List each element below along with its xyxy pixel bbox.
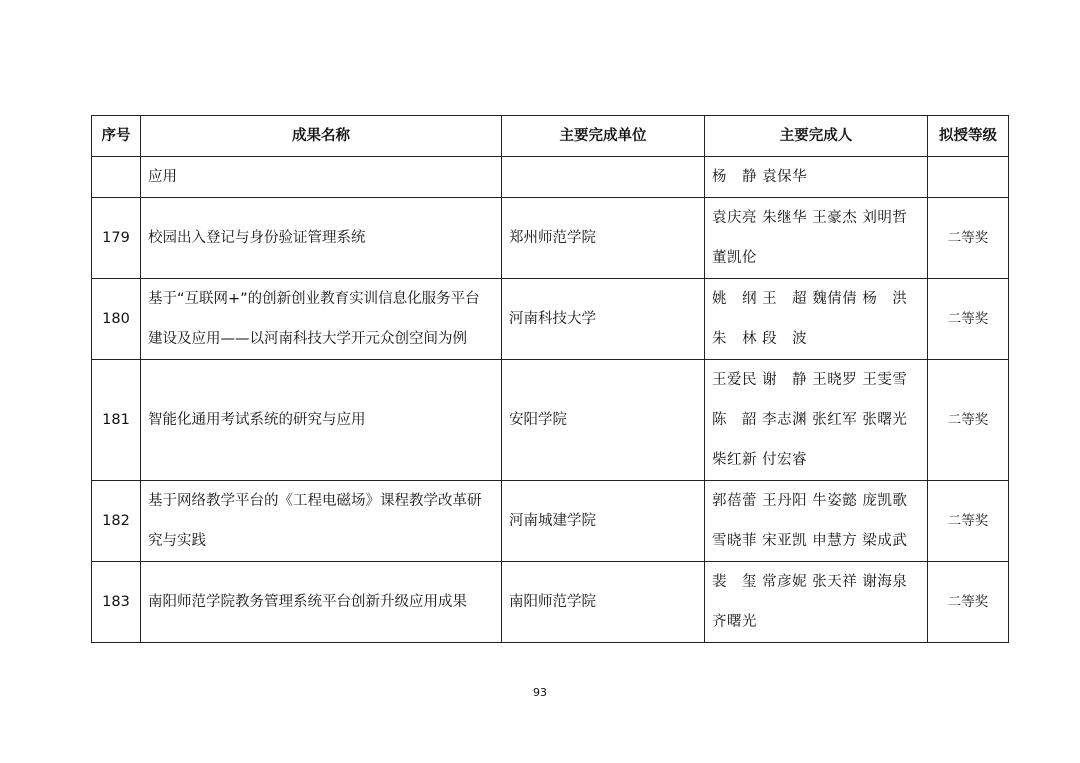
cell-index: 181 [92,360,141,481]
people-line: 姚 纲 王 超 魏倩倩 杨 洪 [712,291,908,307]
people-line: 雪晓菲 宋亚凯 申慧方 梁成武 [712,533,908,549]
cell-achievement-name [141,157,502,198]
achievement-name-line: 究与实践 [148,533,206,549]
cell-achievement-name [141,562,502,643]
cell-unit: 河南城建学院 [502,481,705,562]
cell-unit [502,157,705,198]
people-line: 董凯伦 [712,250,757,266]
cell-unit: 郑州师范学院 [502,198,705,279]
people-line: 杨 静 袁保华 [712,169,808,185]
achievement-name-line: 南阳师范学院教务管理系统平台创新升级应用成果 [148,594,467,610]
cell-achievement-name [141,360,502,481]
table-body [92,157,1009,643]
cell-index: 183 [92,562,141,643]
page-number: 93 [533,686,547,699]
header-grade: 拟授等级 [928,116,1009,157]
achievement-name-line: 基于“互联网+”的创新创业教育实训信息化服务平台 [148,291,480,307]
table-row [92,481,1009,562]
header-unit: 主要完成单位 [502,116,705,157]
cell-grade: 二等奖 [928,279,1009,360]
awards-table [91,115,1009,643]
people-line: 王爱民 谢 静 王晓罗 王雯雪 [712,372,908,388]
cell-people [705,157,928,198]
table-row [92,279,1009,360]
cell-unit: 安阳学院 [502,360,705,481]
cell-achievement-name [141,279,502,360]
cell-grade: 二等奖 [928,481,1009,562]
table-row [92,562,1009,643]
achievement-name-line: 智能化通用考试系统的研究与应用 [148,412,366,428]
cell-index: 180 [92,279,141,360]
cell-grade: 二等奖 [928,198,1009,279]
people-line: 郭蓓蕾 王丹阳 牛姿懿 庞凯歌 [712,493,908,509]
table-row [92,157,1009,198]
cell-grade: 二等奖 [928,562,1009,643]
people-line: 齐曙光 [712,614,757,630]
cell-index [92,157,141,198]
header-people: 主要完成人 [705,116,928,157]
cell-people [705,198,928,279]
cell-grade: 二等奖 [928,360,1009,481]
header-index: 序号 [92,116,141,157]
people-line: 陈 韶 李志渊 张红军 张曙光 [712,412,908,428]
achievement-name-line: 应用 [148,169,177,185]
cell-achievement-name [141,481,502,562]
header-name: 成果名称 [141,116,502,157]
achievement-name-line: 基于网络教学平台的《工程电磁场》课程教学改革研 [148,493,482,509]
people-line: 裴 玺 常彦妮 张天祥 谢海泉 [712,574,908,590]
cell-unit: 南阳师范学院 [502,562,705,643]
cell-grade [928,157,1009,198]
people-line: 袁庆亮 朱继华 王豪杰 刘明哲 [712,210,908,226]
achievement-name-line: 校园出入登记与身份验证管理系统 [148,230,366,246]
cell-unit: 河南科技大学 [502,279,705,360]
table-row [92,360,1009,481]
cell-people [705,279,928,360]
cell-achievement-name [141,198,502,279]
table-row [92,198,1009,279]
cell-people [705,360,928,481]
people-line: 柴红新 付宏睿 [712,452,808,468]
cell-index: 182 [92,481,141,562]
cell-people [705,481,928,562]
table-header-row [92,116,1009,157]
achievement-name-line: 建设及应用——以河南科技大学开元众创空间为例 [148,331,467,347]
cell-index: 179 [92,198,141,279]
cell-people [705,562,928,643]
people-line: 朱 林 段 波 [712,331,808,347]
